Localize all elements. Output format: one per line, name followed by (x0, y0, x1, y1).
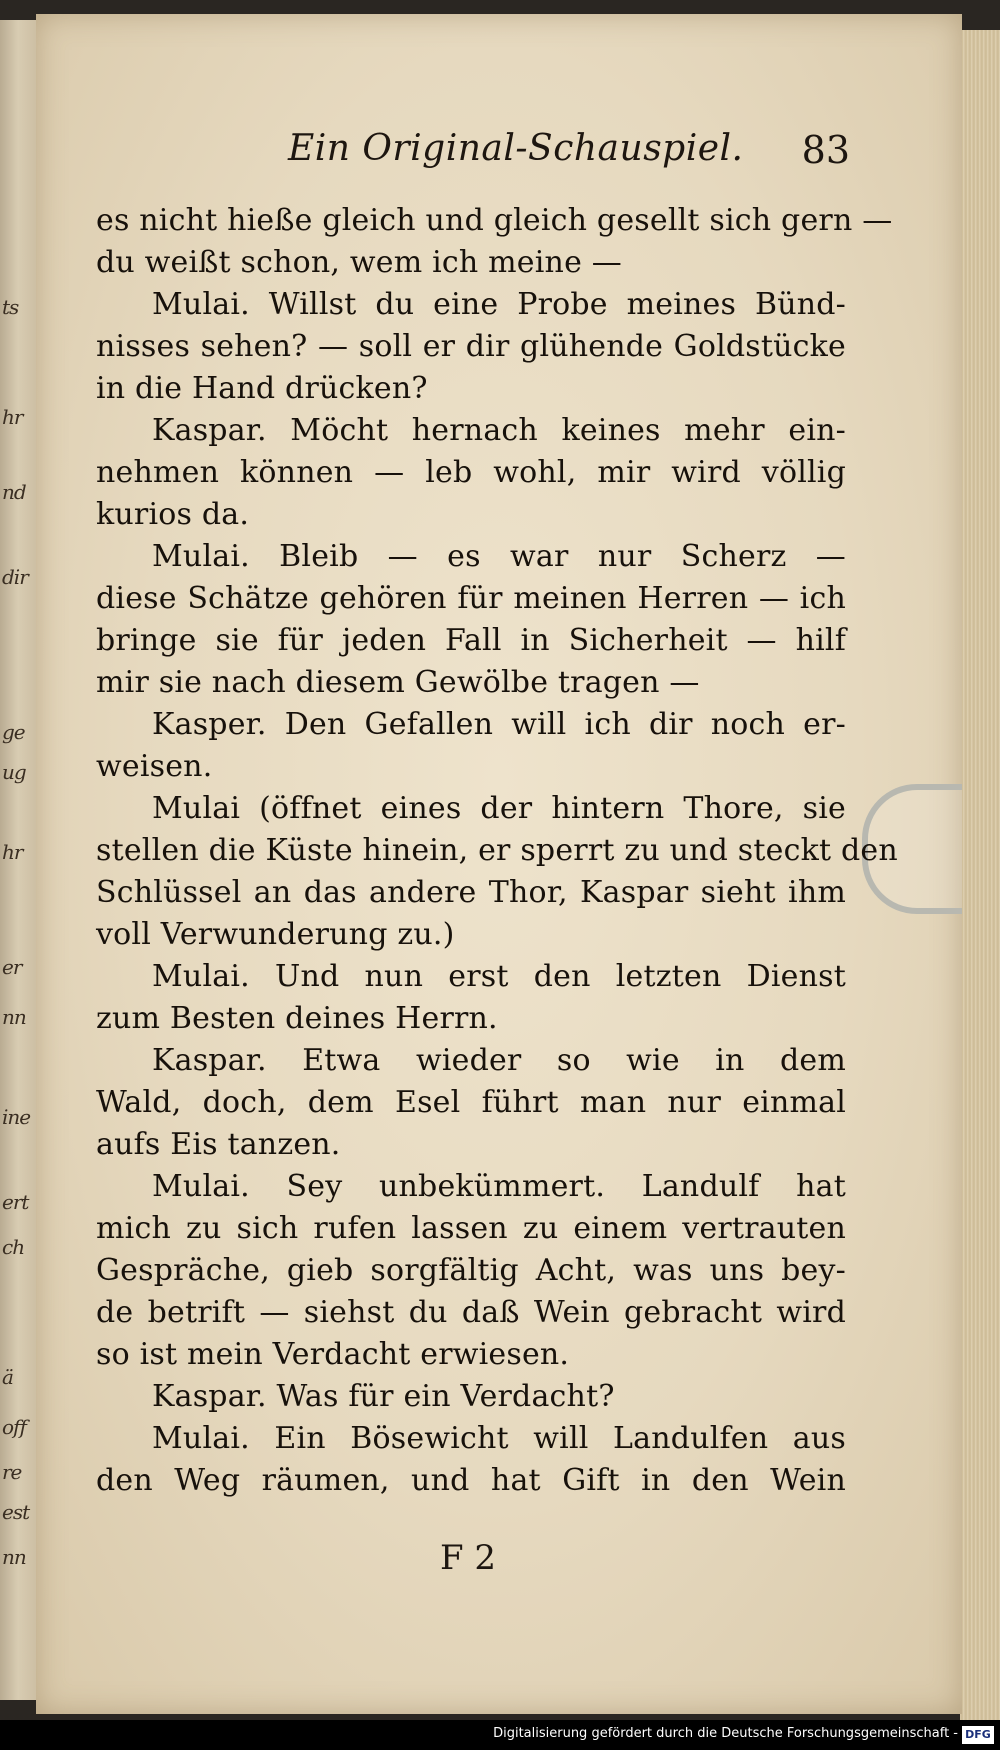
left-page-fragment: ert (2, 1190, 29, 1214)
stage-direction-line: Mulai (öffnet eines der hintern Thore, sie (152, 791, 846, 826)
text-line: nisses sehen? — soll er dir glühende Goldstücke (96, 329, 846, 364)
text-line: Wald, doch, dem Esel führt man nur einmal (96, 1085, 846, 1120)
text-line: es nicht hieße gleich und gleich gesellt sich gern — (96, 203, 893, 238)
left-page-fragment: ch (2, 1235, 25, 1259)
speech-line: Kaspar. Etwa wieder so wie in dem (152, 1043, 846, 1078)
text-line: Gespräche, gieb sorgfältig Acht, was uns bey- (96, 1253, 846, 1288)
stage-direction-line: stellen die Küste hinein, er sperrt zu und steckt den (96, 833, 898, 868)
left-page-fragment: nn (2, 1545, 26, 1569)
text-line: den Weg räumen, und hat Gift in den Wein (96, 1463, 846, 1498)
left-page-fragment: dir (2, 565, 28, 589)
footer-bar (0, 1720, 1000, 1750)
page-number: 83 (801, 128, 850, 172)
stage-direction-line: Schlüssel an das andere Thor, Kaspar sieht ihm (96, 875, 846, 910)
left-page-fragment: er (2, 955, 22, 979)
left-page-fragment: off (2, 1415, 26, 1439)
left-page-fragment: hr (2, 405, 23, 429)
dfg-logo: DFG (962, 1726, 994, 1744)
left-page-fragment: nn (2, 1005, 26, 1029)
text-line: diese Schätze gehören für meinen Herren — ich (96, 581, 846, 616)
speech-line: Kaspar. Was für ein Verdacht? (152, 1379, 615, 1414)
left-page-fragment: ine (2, 1105, 31, 1129)
stage-direction-line: voll Verwunderung zu.) (96, 917, 455, 952)
running-head (250, 128, 850, 176)
speech-line: Kasper. Den Gefallen will ich dir noch er- (152, 707, 846, 742)
text-line: de betrift — siehst du daß Wein gebracht wird (96, 1295, 846, 1330)
text-line: zum Besten deines Herrn. (96, 1001, 498, 1036)
left-page-fragment: est (2, 1500, 30, 1524)
left-page-fragment: hr (2, 840, 23, 864)
text-line: du weißt schon, wem ich meine — (96, 245, 622, 280)
speech-line: Kaspar. Möcht hernach keines mehr ein- (152, 413, 846, 448)
speech-line: Mulai. Ein Bösewicht will Landulfen aus (152, 1421, 846, 1456)
stacked-page-edges (960, 30, 1000, 1720)
previous-page-edge (0, 20, 37, 1700)
funding-credit: Digitalisierung gefördert durch die Deutsche Forschungsgemeinschaft - (493, 1726, 958, 1741)
text-line: mir sie nach diesem Gewölbe tragen — (96, 665, 700, 700)
text-line: kurios da. (96, 497, 250, 532)
speech-line: Mulai. Sey unbekümmert. Landulf hat (152, 1169, 846, 1204)
left-page-fragment: ä (2, 1365, 13, 1389)
left-page-fragment: nd (2, 480, 26, 504)
left-page-fragment: ge (2, 720, 25, 744)
text-line: aufs Eis tanzen. (96, 1127, 341, 1162)
text-line: so ist mein Verdacht erwiesen. (96, 1337, 570, 1372)
signature-mark: F 2 (440, 1538, 497, 1578)
text-line: bringe sie für jeden Fall in Sicherheit — hilf (96, 623, 846, 658)
text-line: mich zu sich rufen lassen zu einem vertrauten (96, 1211, 846, 1246)
text-line: weisen. (96, 749, 213, 784)
left-page-fragment: re (2, 1460, 22, 1484)
text-line: in die Hand drücken? (96, 371, 428, 406)
text-line: nehmen können — leb wohl, mir wird völlig (96, 455, 846, 490)
running-head-title: Ein Original-Schauspiel. (288, 128, 744, 169)
speech-line: Mulai. Und nun erst den letzten Dienst (152, 959, 846, 994)
speech-line: Mulai. Bleib — es war nur Scherz — (152, 539, 846, 574)
speech-line: Mulai. Willst du eine Probe meines Bünd- (152, 287, 846, 322)
left-page-fragment: ug (2, 760, 26, 784)
left-page-fragment: ts (2, 295, 19, 319)
text-block (96, 200, 898, 1502)
